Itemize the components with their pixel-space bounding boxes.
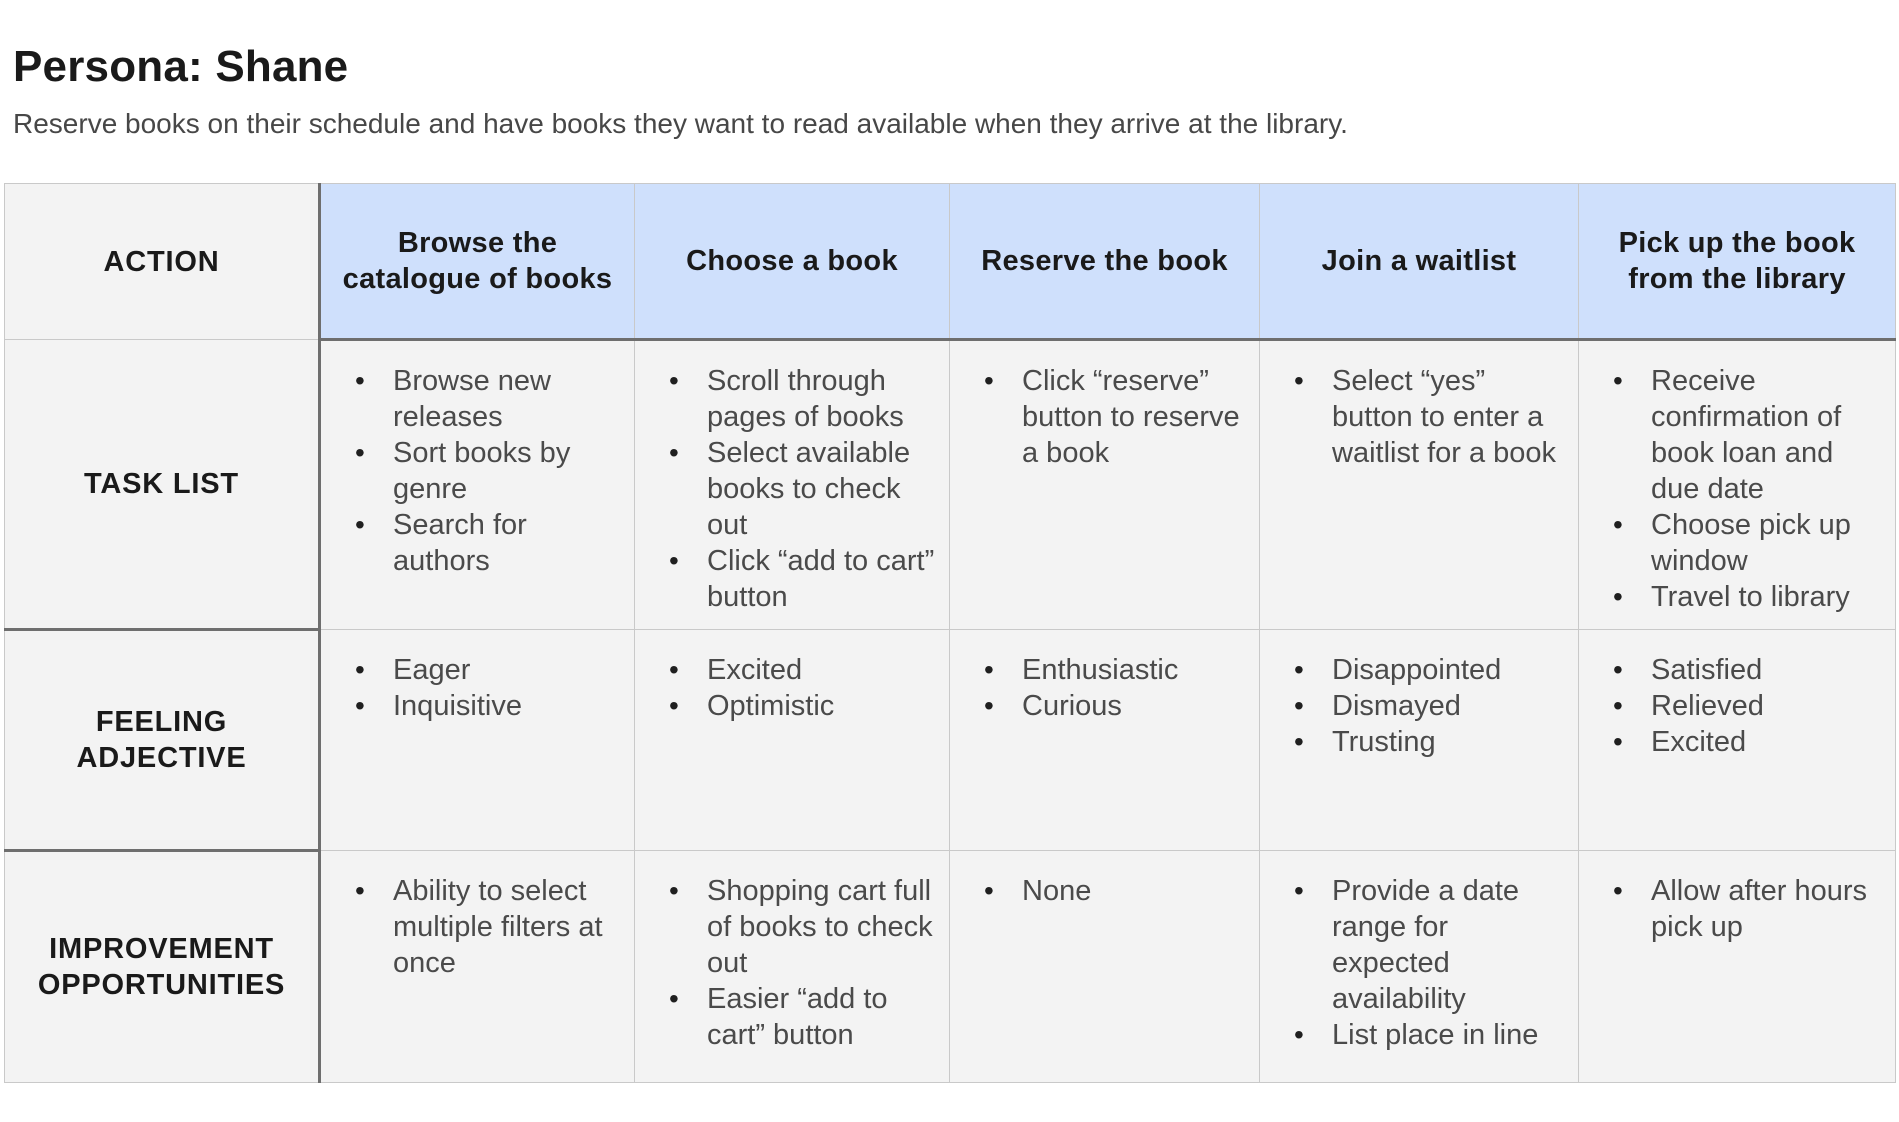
action-header-5 — [1579, 184, 1896, 340]
row-header-improvement-opportunities: IMPROVEMENT OPPORTUNITIES — [5, 851, 320, 1083]
improvement-cell-3 — [950, 851, 1260, 1083]
list-item: • Excited — [669, 652, 937, 688]
page-title: Persona: Shane — [13, 42, 349, 91]
action-header-2 — [635, 184, 950, 340]
task-cell-5 — [1579, 340, 1896, 630]
list-item: • Optimistic — [669, 688, 937, 724]
task-list — [950, 341, 1259, 471]
list-item: • Eager — [355, 652, 622, 688]
improvement-row — [5, 851, 1896, 1083]
list-item: • Select available books to check out — [669, 435, 937, 543]
task-list — [1260, 341, 1578, 471]
list-item: • Inquisitive — [355, 688, 622, 724]
feeling-cell-3 — [950, 630, 1260, 851]
action-row — [5, 184, 1896, 340]
feeling-list — [1260, 630, 1578, 760]
task-cell-2 — [635, 340, 950, 630]
list-item: • Choose pick up window — [1613, 507, 1883, 579]
list-item: • Excited — [1613, 724, 1883, 760]
list-item: • None — [984, 873, 1247, 909]
list-item: • Ability to select multiple filters at once — [355, 873, 622, 981]
list-item: • Disappointed — [1294, 652, 1566, 688]
action-header-4 — [1260, 184, 1579, 340]
action-label: Browse the — [397, 227, 558, 259]
feeling-list — [950, 630, 1259, 724]
list-item: • Sort books by genre — [355, 435, 622, 507]
list-item: • Receive confirmation of book loan and due date — [1613, 363, 1883, 507]
feeling-cell-5 — [1579, 630, 1896, 851]
action-header-3 — [950, 184, 1260, 340]
task-cell-4 — [1260, 340, 1579, 630]
improvement-cell-5 — [1579, 851, 1896, 1083]
improvement-cell-1 — [320, 851, 635, 1083]
feeling-list — [635, 630, 949, 724]
action-label: Pick up the book — [1618, 227, 1856, 259]
list-item: • List place in line — [1294, 1017, 1566, 1053]
user-journey-map — [4, 183, 1896, 1083]
list-item: • Curious — [984, 688, 1247, 724]
list-item: • Allow after hours pick up — [1613, 873, 1883, 945]
list-item: • Select “yes” button to enter a waitlist for a book — [1294, 363, 1566, 471]
list-item: • Trusting — [1294, 724, 1566, 760]
action-label: from the library — [1628, 263, 1846, 295]
list-item: • Relieved — [1613, 688, 1883, 724]
action-label: Reserve the book — [981, 245, 1228, 277]
task-list — [321, 341, 634, 579]
list-item: • Click “reserve” button to reserve a book — [984, 363, 1247, 471]
feeling-cell-4 — [1260, 630, 1579, 851]
list-item: • Browse new releases — [355, 363, 622, 435]
row-header-task-list: TASK LIST — [5, 340, 320, 630]
feeling-list — [1579, 630, 1895, 760]
action-header-1 — [320, 184, 635, 340]
list-item: • Provide a date range for expected availability — [1294, 873, 1566, 1017]
action-label: Join a waitlist — [1321, 245, 1517, 277]
improvement-list — [1579, 851, 1895, 945]
row-header-feeling-adjective: FEELING ADJECTIVE — [5, 630, 320, 851]
task-list-row — [5, 340, 1896, 630]
list-item: • Dismayed — [1294, 688, 1566, 724]
list-item: • Satisfied — [1613, 652, 1883, 688]
list-item: • Search for authors — [355, 507, 622, 579]
list-item: • Shopping cart full of books to check out — [669, 873, 937, 981]
feeling-row — [5, 630, 1896, 851]
improvement-list — [321, 851, 634, 981]
action-label: catalogue of books — [342, 263, 613, 295]
list-item: • Enthusiastic — [984, 652, 1247, 688]
improvement-list — [1260, 851, 1578, 1053]
action-label: Choose a book — [686, 245, 898, 277]
page-subtitle: Reserve books on their schedule and have books they want to read available when they arrive at the library. — [13, 108, 1348, 139]
list-item: • Click “add to cart” button — [669, 543, 937, 615]
feeling-cell-1 — [320, 630, 635, 851]
improvement-list — [950, 851, 1259, 909]
list-item: • Scroll through pages of books — [669, 363, 937, 435]
feeling-cell-2 — [635, 630, 950, 851]
list-item: • Easier “add to cart” button — [669, 981, 937, 1053]
task-cell-3 — [950, 340, 1260, 630]
task-list — [1579, 341, 1895, 615]
list-item: • Travel to library — [1613, 579, 1883, 615]
improvement-cell-4 — [1260, 851, 1579, 1083]
task-list — [635, 341, 949, 615]
task-cell-1 — [320, 340, 635, 630]
feeling-list — [321, 630, 634, 724]
improvement-list — [635, 851, 949, 1053]
row-header-action: ACTION — [5, 184, 320, 340]
improvement-cell-2 — [635, 851, 950, 1083]
